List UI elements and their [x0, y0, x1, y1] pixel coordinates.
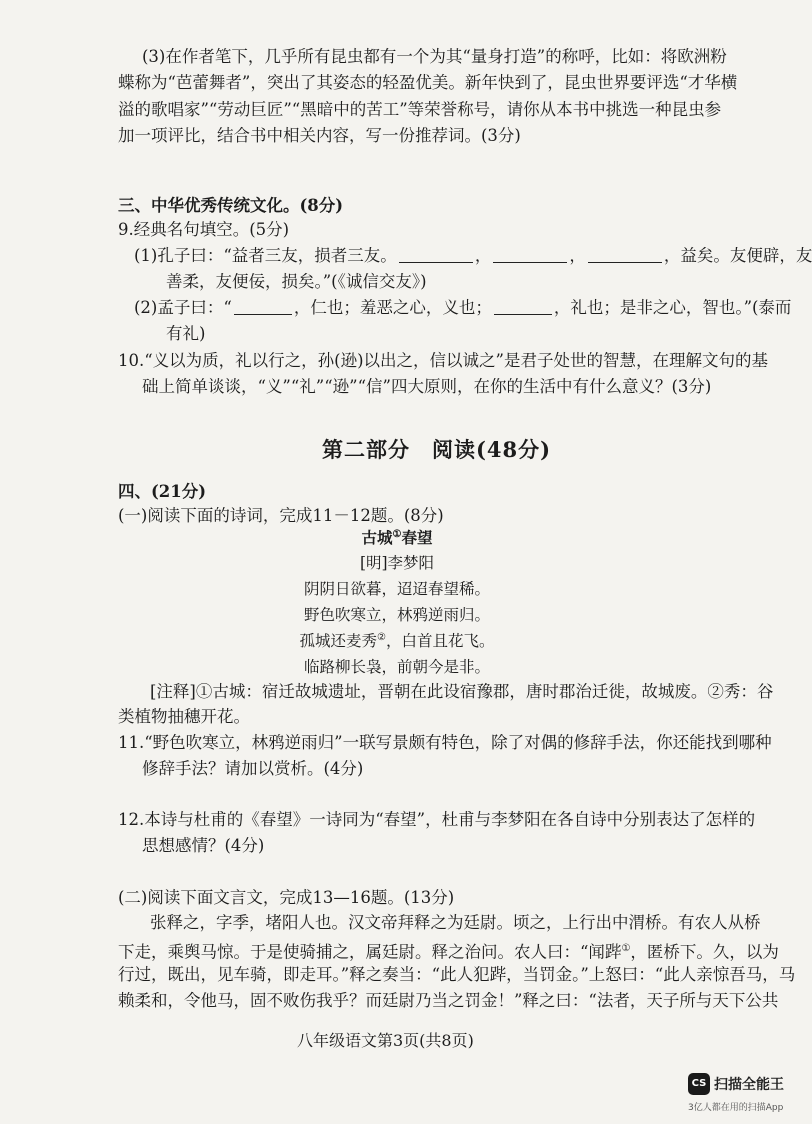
- q10-line2: 础上简单谈谈，“义”“礼”“逊”“信”四大原则，在你的生活中有什么意义？(3分): [142, 377, 712, 396]
- camscanner-logo-icon: CS: [688, 1073, 710, 1095]
- section4-heading: 四、(21分): [118, 482, 207, 501]
- prose-line2-a: 下走，乘舆马惊。于是使骑捕之，属廷尉。释之治问。农人曰：“闻跸: [118, 942, 622, 962]
- page-footer: 八年级语文第3页(共8页): [297, 1031, 474, 1050]
- poem-title: [0, 526, 794, 548]
- part2-title: 第二部分 阅读(48分): [322, 437, 552, 462]
- prose-line1: 张释之，字季，堵阳人也。汉文帝拜释之为廷尉。顷之，上行出中渭桥。有农人从桥: [150, 913, 761, 932]
- q9-1-text-b: ，益矣。友便辟，友: [663, 246, 812, 265]
- q12-line2: 思想感情？(4分): [142, 836, 265, 855]
- poem-author: [明]李梦阳: [359, 554, 435, 572]
- q8-3-line3: 溢的歌唱家”“劳动巨匠”“黑暗中的苦工”等荣誉称号，请你从本书中挑选一种昆虫参: [118, 100, 722, 119]
- q9-2-text-b: ，仁也；羞恶之心，义也；: [293, 298, 492, 317]
- q8-3-line4: 加一项评比，结合书中相关内容，写一份推荐词。(3分): [118, 126, 521, 145]
- q9-1-line1: (1)孔子曰：“益者三友，损者三友。 ， ， ，益矣。友便辟，友: [134, 246, 812, 265]
- q9-1-line2: 善柔，友便佞，损矣。”(《诚信交友》): [166, 272, 427, 291]
- camscanner-name: 扫描全能王: [714, 1077, 784, 1093]
- q9-2-line2: 有礼): [166, 324, 206, 343]
- poem-title-b: 春望: [401, 528, 433, 547]
- note-line2: 类植物抽穗开花。: [118, 707, 250, 726]
- q8-3-line2: 蝶称为“芭蕾舞者”，突出了其姿态的轻盈优美。新年快到了，昆虫世界要评选“才华横: [118, 73, 738, 92]
- poem-line-4: 临路柳长袅，前朝今是非。: [303, 658, 490, 676]
- prose-line2-note: ①: [621, 943, 631, 954]
- q11-line1: 11.“野色吹寒立，林鸦逆雨归”一联写景颇有特色，除了对偶的修辞手法，你还能找到哪种: [118, 733, 772, 752]
- sub1-heading: (一)阅读下面的诗词，完成11－12题。(8分): [118, 506, 444, 525]
- q11-line2: 修辞手法？请加以赏析。(4分): [142, 759, 364, 778]
- q12-line1: 12.本诗与杜甫的《春望》一诗同为“春望”，杜甫与李梦阳在各自诗中分别表达了怎样的: [118, 810, 756, 829]
- q10-line1: 10.“义以为质，礼以行之，孙(逊)以出之，信以诚之”是君子处世的智慧，在理解文句的基: [118, 351, 768, 370]
- poem-line-3a: 孤城还麦秀: [299, 632, 378, 650]
- q9-title: 9.经典名句填空。(5分): [118, 220, 290, 239]
- poem-line-3-note: ②: [377, 631, 386, 643]
- q9-1-text-a: (1)孔子曰：“益者三友，损者三友。: [134, 246, 397, 265]
- blank-input: [399, 246, 473, 263]
- poem-line-1: 阴阴日欲暮，迢迢春望稀。: [303, 580, 490, 598]
- blank-input: [494, 298, 552, 315]
- poem-title-a: 古城: [361, 528, 393, 547]
- prose-line4: 赖柔和，令他马，固不败伤我乎？而廷尉乃当之罚金！”释之曰：“法者，天子所与天下公共: [118, 991, 779, 1010]
- poem-line-3: [0, 629, 794, 651]
- camscanner-tagline: 3亿人都在用的扫描App: [688, 1103, 784, 1113]
- section3-heading: 三、中华优秀传统文化。(8分): [118, 196, 344, 215]
- poem-line-2: 野色吹寒立，林鸦逆雨归。: [303, 606, 490, 624]
- prose-line2-b: ，匿桥下。久，以为: [630, 942, 779, 962]
- poem-line-3b: ，白首且花飞。: [385, 632, 495, 650]
- q9-2-text-c: ，礼也；是非之心，智也。”(泰而: [553, 298, 792, 317]
- note-line1: [注释]①古城：宿迁故城遗址，晋朝在此设宿豫郡，唐时郡治迁徙，故城废。②秀：谷: [150, 682, 774, 701]
- blank-input: [234, 298, 292, 315]
- q9-2-text-a: (2)孟子曰：“: [134, 298, 232, 317]
- prose-line3: 行过，既出，见车骑，即走耳。”释之奏当：“此人犯跸，当罚金。”上怒曰：“此人亲惊吾马，马: [118, 965, 796, 984]
- sub2-heading: (二)阅读下面文言文，完成13—16题。(13分): [118, 888, 455, 907]
- blank-input: [493, 246, 567, 263]
- blank-input: [588, 246, 662, 263]
- q8-3-line1: (3)在作者笔下，几乎所有昆虫都有一个为其“量身打造”的称呼，比如：将欧洲粉: [142, 47, 727, 66]
- poem-title-note: ①: [392, 528, 402, 540]
- q9-2-line1: [134, 295, 791, 321]
